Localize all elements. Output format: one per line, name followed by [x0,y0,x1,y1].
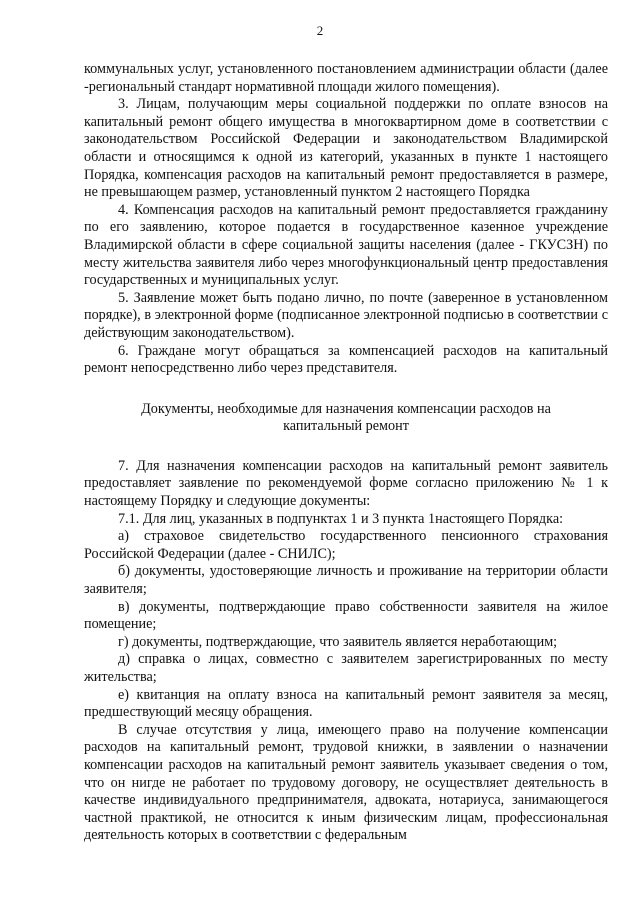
paragraph-6: 6. Граждане могут обращаться за компенсацией расходов на капитальный ремонт непосредственно либо через представителя. [84,342,608,377]
document-body [84,61,608,845]
paragraph-4: 4. Компенсация расходов на капитальный ремонт предоставляется гражданину по его заявлению, которое подается в государственное казенное учреждение Владимирской области в сфере социальной защиты населения (далее - ГКУСЗН) по месту жительства заявителя либо через многофункциональный центр предоставления государственных и муниципальных услуг. [84,201,608,289]
paragraph-7: 7. Для назначения компенсации расходов на капитальный ремонт заявитель предоставляет заявление по рекомендуемой форме согласно приложению № 1 к настоящему Порядку и следующие документы: [84,457,608,510]
list-item-g: г) документы, подтверждающие, что заявитель является неработающим; [118,633,558,650]
list-item-a: а) страховое свидетельство государственного пенсионного страхования Российской Федерации (далее - СНИЛС); [84,528,608,562]
paragraph-5: 5. Заявление может быть подано лично, по почте (заверенное в установленном порядке), в электронной форме (подписанное электронной подписью в соответствии с действующим законодательством). [84,289,608,341]
list-item-d: д) справка о лицах, совместно с заявителем зарегистрированных по месту жительства; [84,651,608,685]
paragraph-3: 3. Лицам, получающим меры социальной поддержки по оплате взносов на капитальный ремонт общего имущества в многоквартирном доме в соответствии с законодательством Российской Федерации и законодательством Владимирской области и относящимся к одной из категорий, указанных в пункте 1 настоящего Порядка, компенсация расходов на капитальный ремонт предоставляется в размере, не превышающем размер, установленный пунктом 2 настоящего Порядка [84,96,608,201]
paragraph-7-1: 7.1. Для лиц, указанных в подпунктах 1 и 3 пункта 1настоящего Порядка: [118,510,564,527]
list-item-v: в) документы, подтверждающие право собственности заявителя на жилое помещение; [84,598,608,633]
list-item-b: б) документы, удостоверяющие личность и проживание на территории области заявителя; [84,563,608,598]
list-item-e: е) квитанция на оплату взноса на капитальный ремонт заявителя за месяц, предшествующий месяцу обращения. [84,686,608,721]
paragraph-continuation: коммунальных услуг, установленного постановлением администрации области (далее -региональный стандарт нормативной площади жилого помещения). [84,61,608,95]
page-number: 2 [316,23,324,38]
paragraph-no-workbook: В случае отсутствия у лица, имеющего право на получение компенсации расходов на капитальный ремонт, трудовой книжки, в заявлении о назначении компенсации расходов на капитальный ремонт заявитель указывает сведения о том, что он нигде не работает по трудовому договору, не осуществляет деятельность в качестве индивидуального предпринимателя, адвоката, нотариуса, занимающегося частной практикой, не относится к иным физическим лицам, профессиональная деятельность которых в соответствии с федеральным [84,721,608,844]
section-heading: Документы, необходимые для назначения компенсации расходов на капитальный ремонт [141,400,551,435]
